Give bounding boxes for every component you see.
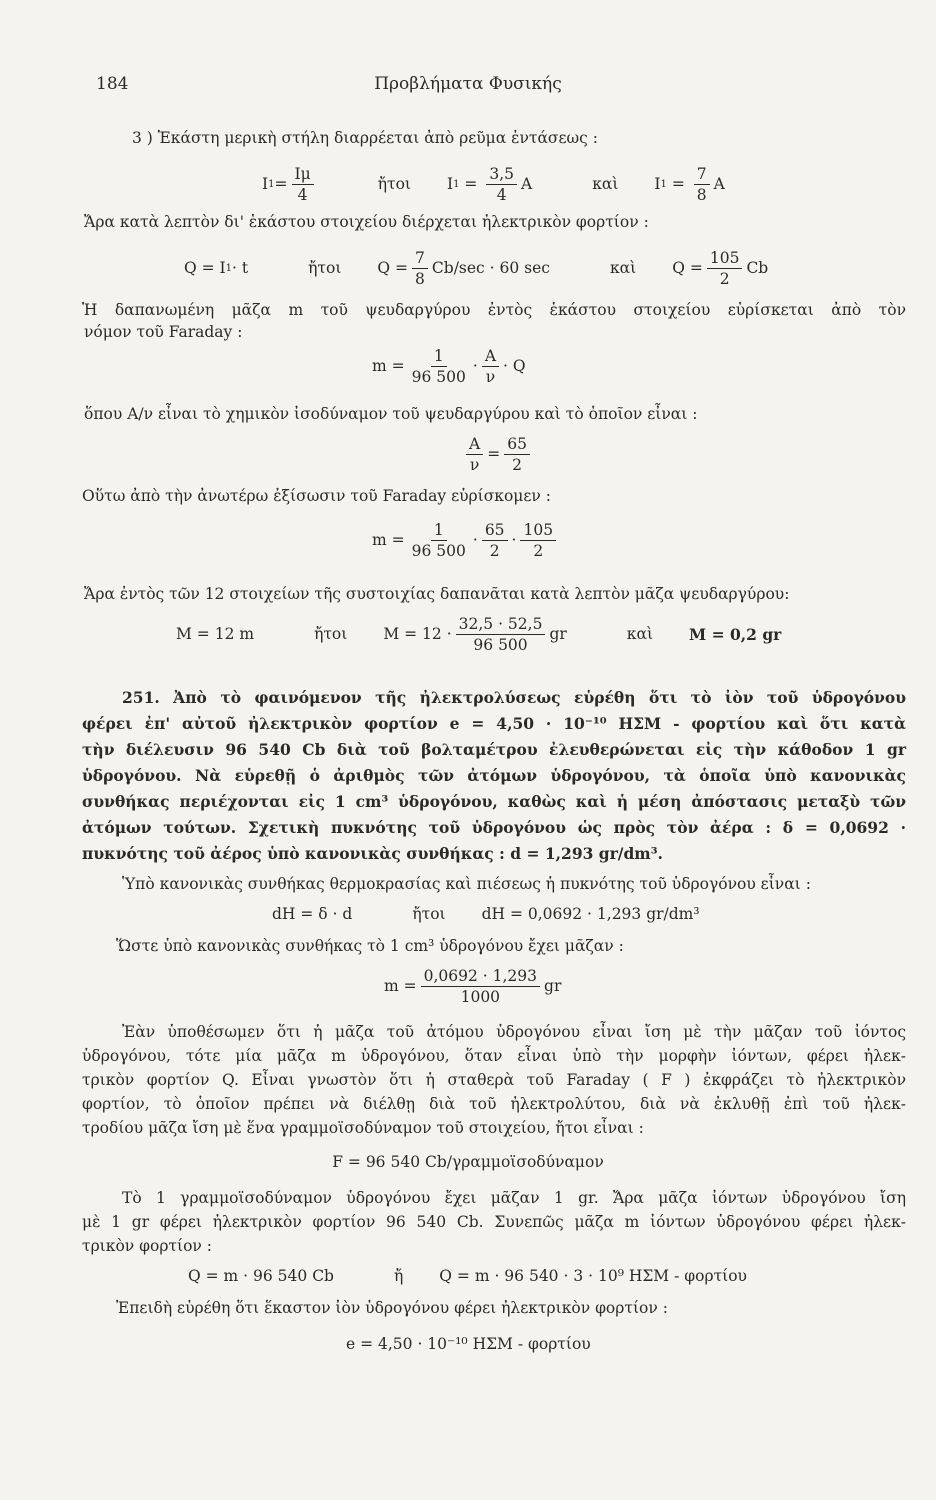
problem-line: 251. Ἀπὸ τὸ φαινόμενον τῆς ἠλεκτρολύσεως εὑρέθη ὅτι τὸ ἰὸν τοῦ ὑδρογόνου	[122, 688, 906, 707]
paragraph-line: Ὥστε ὑπὸ κανονικὰς συνθήκας τὸ 1 cm³ ὑδρογόνου ἔχει μᾶζαν :	[116, 937, 624, 955]
eq-text: M = 12 m	[176, 625, 255, 643]
eq-text: dH = 0,0692 · 1,293 gr/dm³	[481, 905, 700, 923]
numerator: 105	[520, 521, 556, 541]
problem-line: τὴν διέλευσιν 96 540 Cb διὰ τοῦ βολταμέτρου ἐλευθερώνεται εἰς τὴν κάθοδον 1 gr	[82, 740, 906, 759]
eq-text: I	[262, 175, 269, 193]
paragraph-line: Ἡ δαπανωμένη μᾶζα m τοῦ ψευδαργύρου ἐντὸς ἑκάστου στοιχείου εὑρίσκεται ἀπὸ τὸν	[82, 301, 906, 319]
eq-text: Cb/sec · 60 sec	[431, 259, 550, 277]
fraction	[482, 521, 508, 560]
denominator: 1000	[460, 987, 501, 1006]
paragraph-line: ὑδρογόνου, τότε μία μᾶζα m ὑδρογόνου, ὅταν εἶναι ὑπὸ τὴν μορφὴν ἰόντων, φέρει ἠλεκ-	[82, 1047, 906, 1065]
eq-text: Q = m · 96 540 Cb	[188, 1267, 334, 1285]
eq-text: ἤτοι	[377, 175, 411, 193]
problem-line: συνθήκας περιέχονται εἰς 1 cm³ ὑδρογόνου, καθὼς καὶ ἡ μέση ἀπόστασις μεταξὺ τῶν	[82, 792, 906, 811]
paragraph-line: φορτίον, τὸ ὁποῖον πρέπει νὰ διέλθῃ διὰ τοῦ ἠλεκτρολύτου, διὰ νὰ ἐκλυθῇ ἐπὶ τοῦ ἠλεκ-	[82, 1095, 906, 1113]
denominator: 2	[719, 269, 730, 288]
fraction	[486, 165, 517, 204]
fraction	[412, 249, 428, 288]
numerator: 105	[707, 249, 743, 269]
denominator: ν	[469, 455, 480, 474]
equation-equivalent	[462, 428, 534, 480]
eq-text: m =	[372, 531, 405, 549]
eq-text: καὶ	[592, 175, 619, 193]
problem-line: ἀτόμων τούτων. Σχετικὴ πυκνότης τοῦ ὑδρογόνου ὡς πρὸς τὸν ἀέρα : δ = 0,0692 ·	[82, 818, 906, 837]
numerator: Iμ	[292, 165, 314, 185]
denominator: 8	[696, 185, 707, 204]
paragraph-line: Ἄρα κατὰ λεπτὸν δι' ἑκάστου στοιχείου διέρχεται ἠλεκτρικὸν φορτίον :	[84, 213, 649, 231]
denominator: ν	[485, 367, 496, 386]
page-header	[0, 74, 936, 98]
denominator: 4	[496, 185, 507, 204]
page-number: 184	[96, 74, 129, 94]
eq-text: A	[713, 175, 725, 193]
paragraph-line: τρικὸν φορτίον Q. Εἶναι γνωστὸν ὅτι ἡ σταθερὰ τοῦ Faraday ( F ) ἐκφράζει τὸ ἠλεκτρικὸν	[82, 1071, 906, 1089]
equation-charge	[184, 242, 768, 294]
fraction	[456, 615, 546, 654]
eq-text: e = 4,50 · 10⁻¹⁰ ΗΣΜ - φορτίου	[346, 1335, 591, 1353]
fraction	[482, 347, 499, 386]
numerator: 3,5	[486, 165, 517, 185]
eq-text: Q = I	[184, 259, 226, 277]
eq-text: m =	[384, 977, 417, 995]
eq-text: dH = δ · d	[272, 905, 353, 923]
eq-text: Q = m · 96 540 · 3 · 10⁹ ΗΣΜ - φορτίου	[439, 1267, 747, 1285]
numerator: 32,5 · 52,5	[456, 615, 546, 635]
eq-text: I	[654, 175, 661, 193]
numerator: 65	[482, 521, 508, 541]
eq-text: I	[446, 175, 454, 193]
numerator: 7	[412, 249, 428, 269]
problem-line: ὑδρογόνου. Νὰ εὑρεθῇ ὁ ἀριθμὸς τῶν ἀτόμων ὑδρογόνου, τὰ ὁποῖα ὑπὸ κανονικὰς	[82, 766, 906, 785]
denominator: 8	[415, 269, 425, 288]
denominator: 96 500	[473, 635, 528, 654]
eq-sub: 1	[453, 178, 460, 190]
paragraph-line: μὲ 1 gr φέρει ἠλεκτρικὸν φορτίον 96 540 Cb. Συνεπῶς μᾶζα m ἰόντων ὑδρογόνου φέρει ἠλεκ-	[82, 1213, 906, 1231]
problem-line: πυκνότης τοῦ ἀέρος ὑπὸ κανονικὰς συνθήκας : d = 1,293 gr/dm³.	[82, 844, 663, 863]
eq-text: ·	[472, 531, 478, 549]
paragraph-line: 3 ) Ἑκάστη μερικὴ στήλη διαρρέεται ἀπὸ ρεῦμα ἐντάσεως :	[132, 129, 599, 147]
eq-text: ἤτοι	[314, 625, 348, 643]
denominator: 2	[512, 455, 522, 474]
eq-text: καὶ	[609, 259, 637, 277]
fraction	[409, 347, 469, 386]
fraction	[466, 435, 483, 474]
eq-text: gr	[544, 977, 562, 995]
denominator: 96 500	[411, 367, 466, 386]
fraction	[421, 967, 540, 1006]
paragraph-line: Οὕτω ἀπὸ τὴν ἀνωτέρω ἐξίσωσιν τοῦ Faraday εὑρίσκομεν :	[82, 487, 551, 505]
paragraph-line: Ὑπὸ κανονικὰς συνθήκας θερμοκρασίας καὶ πιέσεως ἡ πυκνότης τοῦ ὑδρογόνου εἶναι :	[122, 875, 811, 893]
eq-text: M = 12 ·	[383, 625, 452, 643]
eq-text: ἤ	[393, 1267, 404, 1285]
eq-text: Cb	[746, 259, 769, 277]
eq-text: A	[520, 175, 533, 193]
paragraph-line: νόμον τοῦ Faraday :	[84, 323, 243, 341]
eq-text: ·	[472, 357, 478, 375]
paragraph-line: τροδίου μᾶζα ἴση μὲ ἕνα γραμμοϊσοδύναμον τοῦ στοιχείου, ἤτοι εἶναι :	[82, 1119, 644, 1137]
eq-result: M = 0,2 gr	[689, 624, 782, 644]
equation-faraday	[372, 340, 526, 392]
numerator: 65	[504, 435, 530, 455]
eq-text: gr	[549, 625, 567, 643]
equation-ion-charge	[188, 1250, 747, 1302]
paragraph-line: Ἐπειδὴ εὑρέθη ὅτι ἕκαστον ἰὸν ὑδρογόνου φέρει ἠλεκτρικὸν φορτίον :	[116, 1299, 668, 1317]
numerator: 1	[431, 521, 447, 541]
paragraph-line: Ἄρα ἐντὸς τῶν 12 στοιχείων τῆς συστοιχίας δαπανᾶται κατὰ λεπτὸν μᾶζα ψευδαργύρου:	[84, 585, 790, 603]
eq-text: καὶ	[626, 625, 654, 643]
numerator: 1	[431, 347, 447, 367]
fraction	[707, 249, 743, 288]
numerator: 0,0692 · 1,293	[421, 967, 540, 987]
equation-mass	[372, 514, 560, 566]
eq-text: m =	[372, 357, 405, 375]
fraction	[520, 521, 556, 560]
problem-line: φέρει ἐπ' αὐτοῦ ἠλεκτρικὸν φορτίον e = 4,50 · 10⁻¹⁰ ΗΣΜ - φορτίου καὶ ὅτι κατὰ	[82, 714, 906, 733]
denominator: 2	[489, 541, 500, 560]
running-title: Προβλήματα Φυσικής	[374, 74, 562, 94]
eq-text: ἤτοι	[308, 259, 342, 277]
eq-text: · t	[232, 259, 249, 277]
fraction	[694, 165, 710, 204]
equation-density	[272, 888, 700, 940]
fraction	[409, 521, 469, 560]
eq-text: Q =	[672, 259, 703, 277]
eq-sub: 1	[660, 178, 667, 190]
eq-sub: 1	[268, 178, 275, 190]
denominator: 96 500	[411, 541, 466, 560]
paragraph-line: τρικὸν φορτίον :	[82, 1237, 212, 1255]
fraction	[292, 165, 314, 204]
equation-current: I 1 = $\frac{I\mu}{4}$ ἤτοι I 1 = $\frac{3,5}{4}$ A καὶ I 1 = $\frac{7}{8}$ A	[262, 164, 725, 204]
equation-faraday-constant: F = 96 540 Cb/γραμμοϊσοδύναμον	[332, 1153, 604, 1171]
numerator: A	[466, 435, 483, 455]
eq-text: =	[487, 445, 501, 463]
denominator: 2	[533, 541, 544, 560]
paragraph-line: ὅπου A/ν εἶναι τὸ χημικὸν ἰσοδύναμον τοῦ ψευδαργύρου καὶ τὸ ὁποῖον εἶναι :	[84, 405, 698, 423]
equation-elementary-charge	[346, 1318, 591, 1370]
fraction	[504, 435, 530, 474]
eq-text: Q =	[377, 259, 409, 277]
numerator: A	[482, 347, 499, 367]
numerator: 7	[694, 165, 710, 185]
paragraph-line: Τὸ 1 γραμμοϊσοδύναμον ὑδρογόνου ἔχει μᾶζαν 1 gr. Ἄρα μᾶζα ἰόντων ὑδρογόνου ἴση	[122, 1189, 906, 1207]
eq-text: =	[274, 175, 288, 193]
denominator: 4	[297, 185, 308, 204]
eq-text: ἤτοι	[412, 905, 446, 923]
equation-mass-cm3	[384, 960, 561, 1012]
eq-text: · Q	[503, 357, 526, 375]
equation-total-mass	[176, 608, 781, 660]
paragraph-line: Ἐὰν ὑποθέσωμεν ὅτι ἡ μᾶζα τοῦ ἀτόμου ὑδρογόνου εἶναι ἴση μὲ τὴν μᾶζαν τοῦ ἰόντος	[122, 1023, 906, 1041]
eq-text: ·	[511, 531, 517, 549]
eq-sub: 1	[225, 262, 233, 274]
